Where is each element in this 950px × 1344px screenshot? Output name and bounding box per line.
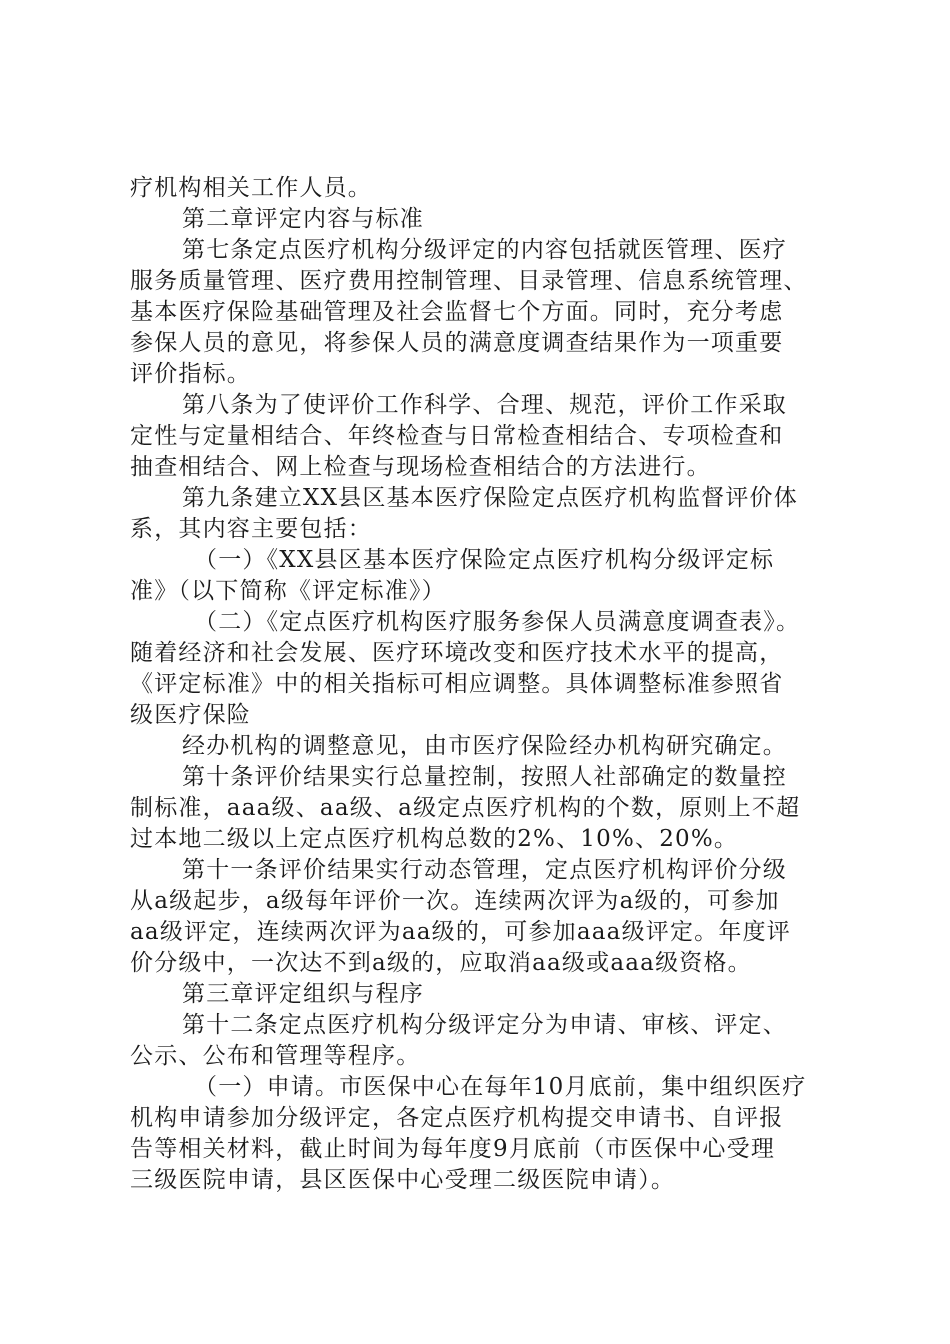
text-line: 随着经济和社会发展、医疗环境改变和医疗技术水平的提高， xyxy=(130,640,784,666)
text-line: 公示、公布和管理等程序。 xyxy=(130,1043,421,1069)
text-line: 机构申请参加分级评定，各定点医疗机构提交申请书、自评报 xyxy=(130,1105,784,1131)
text-line: 告等相关材料，截止时间为每年度9月底前（市医保中心受理 xyxy=(130,1136,776,1162)
text-line: 过本地二级以上定点医疗机构总数的2%、10%、20%。 xyxy=(130,826,739,852)
text-line: 抽查相结合、网上检查与现场检查相结合的方法进行。 xyxy=(130,454,711,480)
text-line: 准》（以下简称《评定标准》） xyxy=(130,578,446,604)
document-body xyxy=(130,173,830,1196)
text-line: 价分级中，一次达不到a级的，应取消aa级或aaa级资格。 xyxy=(130,950,752,976)
text-line: 第七条定点医疗机构分级评定的内容包括就医管理、医疗 xyxy=(182,237,787,263)
text-line: 第十条评价结果实行总量控制，按照人社部确定的数量控 xyxy=(182,764,787,790)
text-line: （一）《XX县区基本医疗保险定点医疗机构分级评定标 xyxy=(194,547,775,573)
chapter-heading: 第三章评定组织与程序 xyxy=(182,981,424,1007)
text-line: 疗机构相关工作人员。 xyxy=(130,175,372,201)
text-line: 参保人员的意见，将参保人员的满意度调查结果作为一项重要 xyxy=(130,330,784,356)
text-line: 级医疗保险 xyxy=(130,702,251,728)
text-line: 基本医疗保险基础管理及社会监督七个方面。同时，充分考虑 xyxy=(130,299,784,325)
text-line: 评价指标。 xyxy=(130,361,251,387)
text-line: 第八条为了使评价工作科学、合理、规范，评价工作采取 xyxy=(182,392,787,418)
text-line: 经办机构的调整意见，由市医疗保险经办机构研究确定。 xyxy=(182,733,787,759)
text-line: （一）申请。市医保中心在每年10月底前，集中组织医疗 xyxy=(194,1074,807,1100)
text-line: 三级医院申请，县区医保中心受理二级医院申请）。 xyxy=(130,1167,676,1193)
text-line: 第九条建立XX县区基本医疗保险定点医疗机构监督评价体 xyxy=(182,485,798,511)
text-line: 从a级起步，a级每年评价一次。连续两次评为a级的，可参加 xyxy=(130,888,780,914)
text-line: 服务质量管理、医疗费用控制管理、目录管理、信息系统管理、 xyxy=(130,268,808,294)
text-line: aa级评定，连续两次评为aa级的，可参加aaa级评定。年度评 xyxy=(130,919,791,945)
text-line: （二）《定点医疗机构医疗服务参保人员满意度调查表》。 xyxy=(194,609,801,635)
text-line: 第十一条评价结果实行动态管理，定点医疗机构评价分级 xyxy=(182,857,787,883)
text-line: 系，其内容主要包括： xyxy=(130,516,372,542)
chapter-heading: 第二章评定内容与标准 xyxy=(182,206,424,232)
text-line: 定性与定量相结合、年终检查与日常检查相结合、专项检查和 xyxy=(130,423,784,449)
text-line: 第十二条定点医疗机构分级评定分为申请、审核、评定、 xyxy=(182,1012,787,1038)
text-line: 制标准，aaa级、aa级、a级定点医疗机构的个数，原则上不超 xyxy=(130,795,801,821)
text-line: 《评定标准》中的相关指标可相应调整。具体调整标准参照省 xyxy=(130,671,784,697)
